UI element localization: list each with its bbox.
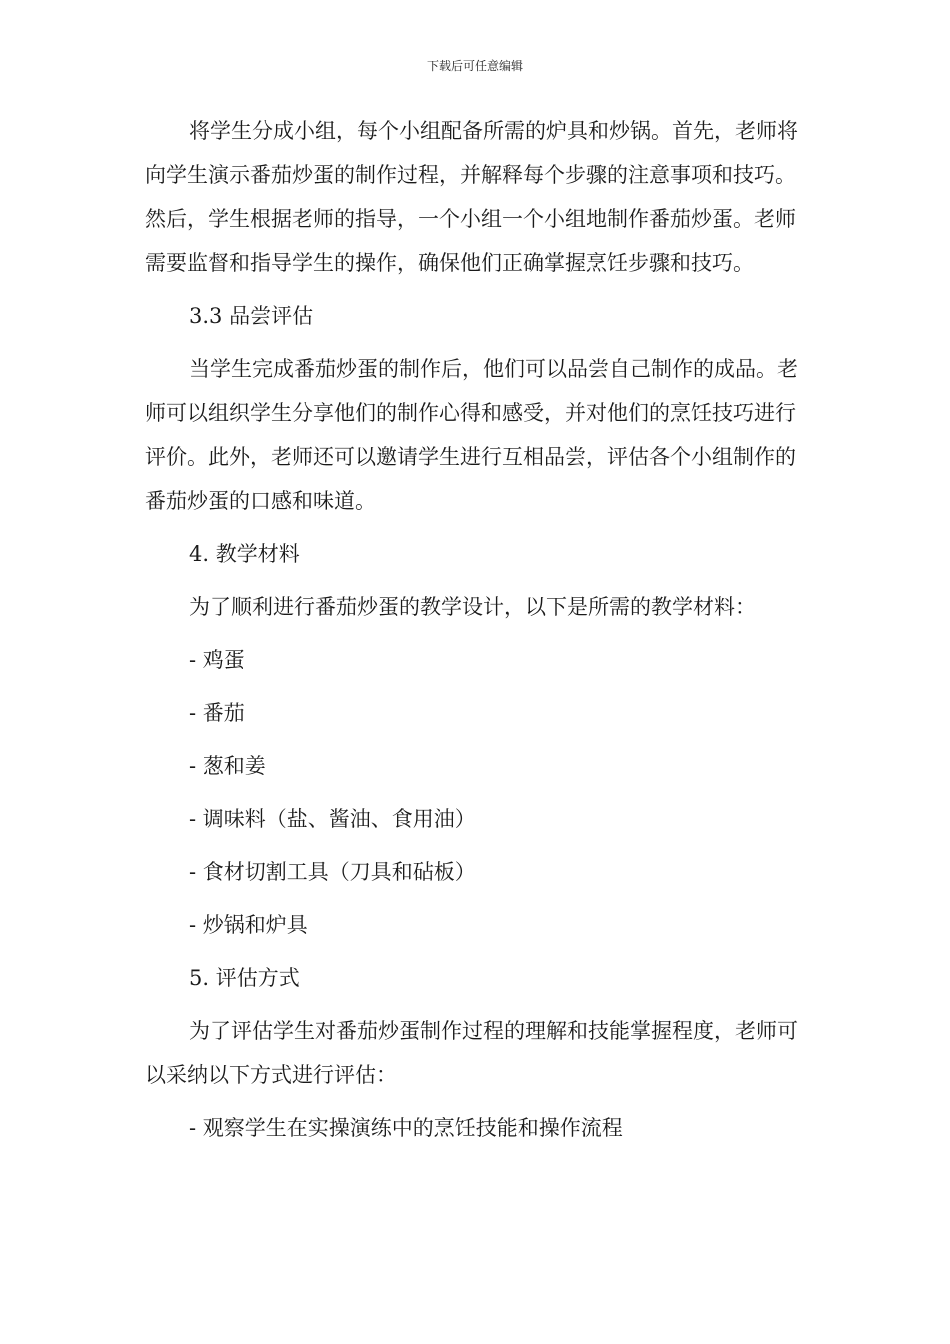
paragraph-group-practice: 将学生分成小组，每个小组配备所需的炉具和炒锅。首先，老师将向学生演示番茄炒蛋的制作过程，并解释每个步骤的注意事项和技巧。然后，学生根据老师的指导，一个小组一个小组地制作番茄炒蛋。老师需要监督和指导学生的操作，确保他们正确掌握烹饪步骤和技巧。: [145, 119, 798, 275]
document-body: [145, 109, 805, 1150]
list-item: - 观察学生在实操演练中的烹饪技能和操作流程: [189, 1116, 623, 1140]
paragraph-tasting: 当学生完成番茄炒蛋的制作后，他们可以品尝自己制作的成品。老师可以组织学生分享他们的制作心得和感受，并对他们的烹饪技巧进行评价。此外，老师还可以邀请学生进行互相品尝，评估各个小组制作的番茄炒蛋的口感和味道。: [145, 357, 798, 513]
paragraph-evaluation-intro: 为了评估学生对番茄炒蛋制作过程的理解和技能掌握程度，老师可以采纳以下方式进行评估：: [145, 1019, 798, 1087]
list-item: - 炒锅和炉具: [189, 913, 308, 937]
list-item: - 葱和姜: [189, 754, 266, 778]
paragraph-materials-intro: 为了顺利进行番茄炒蛋的教学设计，以下是所需的教学材料：: [189, 595, 756, 619]
heading-teaching-materials: 4. 教学材料: [189, 542, 300, 566]
list-item: - 番茄: [189, 701, 245, 725]
list-item: - 鸡蛋: [189, 648, 245, 672]
list-item: - 食材切割工具（刀具和砧板）: [189, 860, 476, 884]
heading-tasting-evaluation: 3.3 品尝评估: [189, 304, 314, 328]
heading-evaluation-methods: 5. 评估方式: [189, 966, 300, 990]
header-note: 下载后可任意编辑: [426, 59, 523, 73]
list-item: - 调味料（盐、酱油、食用油）: [189, 807, 476, 831]
